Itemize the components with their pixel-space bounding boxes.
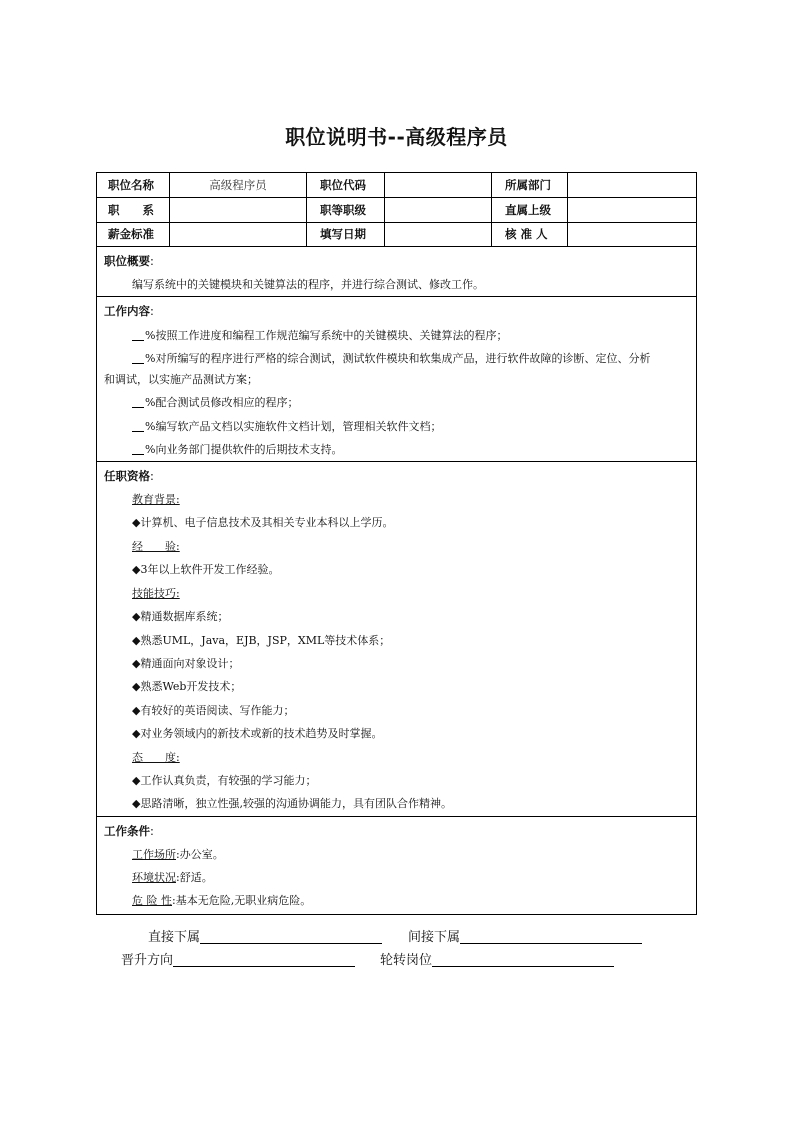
label-approver: 核 准 人 — [505, 227, 548, 241]
label-fill-date: 填写日期 — [320, 227, 366, 241]
label-position-code: 职位代码 — [320, 178, 366, 192]
work-environment: 环境状况:舒适。 — [132, 871, 213, 884]
education-item: ◆计算机、电子信息技术及其相关专业本科以上学历。 — [132, 516, 394, 529]
value-position-code — [389, 173, 489, 197]
label-salary: 薪金标准 — [108, 227, 154, 241]
promotion-path-field: 晋升方向 — [121, 949, 355, 968]
indirect-subordinates-field: 间接下属 — [408, 926, 642, 945]
value-grade — [389, 198, 489, 222]
indirect-subordinates-blank — [460, 929, 642, 944]
value-approver — [572, 222, 692, 246]
rotation-position-blank — [432, 952, 614, 967]
skill-item: ◆精通数据库系统； — [132, 610, 229, 623]
page-title: 职位说明书--高级程序员 — [285, 125, 508, 149]
attitude-label: 态 度: — [132, 751, 180, 764]
duty-item: %向业务部门提供软件的后期技术支持。 — [132, 441, 342, 457]
attitude-item: ◆工作认真负责，有较强的学习能力； — [132, 774, 317, 787]
label-supervisor: 直属上级 — [505, 203, 551, 217]
direct-subordinates-blank — [200, 929, 382, 944]
work-place: 工作场所:办公室。 — [132, 848, 224, 861]
skill-item: ◆有较好的英语阅读、写作能力； — [132, 704, 295, 717]
education-label: 教育背景: — [132, 493, 180, 506]
skill-item: ◆精通面向对象设计； — [132, 657, 240, 670]
qualifications-heading: 任职资格: — [104, 469, 154, 483]
value-position-name: 高级程序员 — [209, 178, 267, 192]
direct-subordinates-field: 直接下属 — [148, 926, 382, 945]
skill-item: ◆熟悉UML，Java，EJB，JSP，XML等技术体系； — [132, 634, 391, 647]
experience-item: ◆3年以上软件开发工作经验。 — [132, 563, 280, 576]
label-job-family: 职 系 — [108, 203, 154, 217]
experience-label: 经 验: — [132, 540, 180, 553]
col-divider — [384, 173, 385, 247]
col-divider — [306, 173, 307, 247]
value-supervisor — [572, 198, 692, 222]
skills-label: 技能技巧: — [132, 587, 180, 600]
job-description-table — [96, 172, 697, 915]
attitude-item: ◆思路清晰，独立性强,较强的沟通协调能力，具有团队合作精神。 — [132, 797, 452, 810]
col-divider — [491, 173, 492, 247]
row-divider — [97, 246, 696, 247]
value-salary — [175, 222, 305, 246]
duty-item: %配合测试员修改相应的程序； — [132, 394, 298, 410]
promotion-path-blank — [173, 952, 355, 967]
skill-item: ◆对业务领域内的新技术或新的技术趋势及时掌握。 — [132, 727, 383, 740]
duty-item-continuation: 和调试，以实施产品测试方案； — [104, 373, 258, 386]
section-divider — [97, 296, 696, 297]
section-divider — [97, 816, 696, 817]
value-fill-date — [389, 222, 489, 246]
section-divider — [97, 461, 696, 462]
col-divider — [567, 173, 568, 247]
label-grade: 职等职级 — [320, 203, 366, 217]
value-department — [572, 173, 692, 197]
rotation-position-field: 轮转岗位 — [380, 949, 614, 968]
duty-item: %编写软产品文档以实施软件文档计划，管理相关软件文档； — [132, 418, 441, 434]
label-position-name: 职位名称 — [108, 178, 154, 192]
duties-heading: 工作内容: — [104, 304, 154, 318]
label-department: 所属部门 — [505, 178, 551, 192]
work-risk: 危 险 性:基本无危险,无职业病危险。 — [132, 894, 312, 907]
duty-item: %对所编写的程序进行严格的综合测试，测试软件模块和软集成产品，进行软件故障的诊断、定位、分析 — [132, 350, 650, 366]
value-job-family — [175, 198, 305, 222]
overview-text: 编写系统中的关键模块和关键算法的程序，并进行综合测试、修改工作。 — [132, 278, 484, 291]
conditions-heading: 工作条件: — [104, 824, 154, 838]
duty-item: %按照工作进度和编程工作规范编写系统中的关键模块、关键算法的程序； — [132, 327, 507, 343]
overview-heading: 职位概要: — [104, 254, 154, 268]
skill-item: ◆熟悉Web开发技术； — [132, 680, 242, 693]
